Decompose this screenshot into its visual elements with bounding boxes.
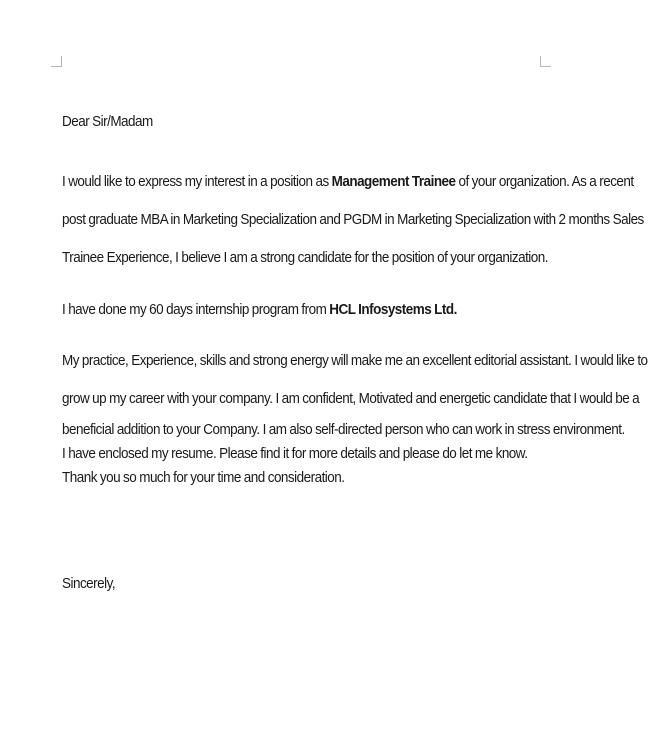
salutation: Dear Sir/Madam [62,114,153,130]
paragraph-line: My practice, Experience, skills and strong energy will make me an excellent editorial assistant. I would like to [62,353,648,369]
signoff: Sincerely, [62,576,116,592]
position-title: Management Trainee [331,174,456,190]
paragraph-closing [62,418,625,490]
paragraph-line: I have enclosed my resume. Please find it for more details and please do let me know. [62,446,528,462]
paragraph-line: Trainee Experience, I believe I am a strong candidate for the position of your organization. [62,250,549,266]
letter-body [62,110,648,596]
corner-crop-mark-top-right [540,56,551,67]
paragraph-internship [62,291,527,329]
paragraph-skills [62,342,648,418]
paragraph-line: I would like to express my interest in a position as Management Trainee of your organization. As a recent [62,174,634,190]
paragraph-interest [62,163,644,277]
paragraph-line: I have done my 60 days internship program from HCL Infosystems Ltd. [62,302,457,318]
corner-crop-mark-top-left [51,56,62,67]
paragraph-line: beneficial addition to your Company. I am also self-directed person who can work in stress environment. [62,422,625,438]
paragraph-line: grow up my career with your company. I am confident, Motivated and energetic candidate that I would be a [62,391,640,407]
paragraph-line: Thank you so much for your time and consideration. [62,470,345,486]
paragraph-line: post graduate MBA in Marketing Specialization and PGDM in Marketing Specialization with 2 months Sales [62,212,644,228]
company-name: HCL Infosystems Ltd. [329,302,457,318]
